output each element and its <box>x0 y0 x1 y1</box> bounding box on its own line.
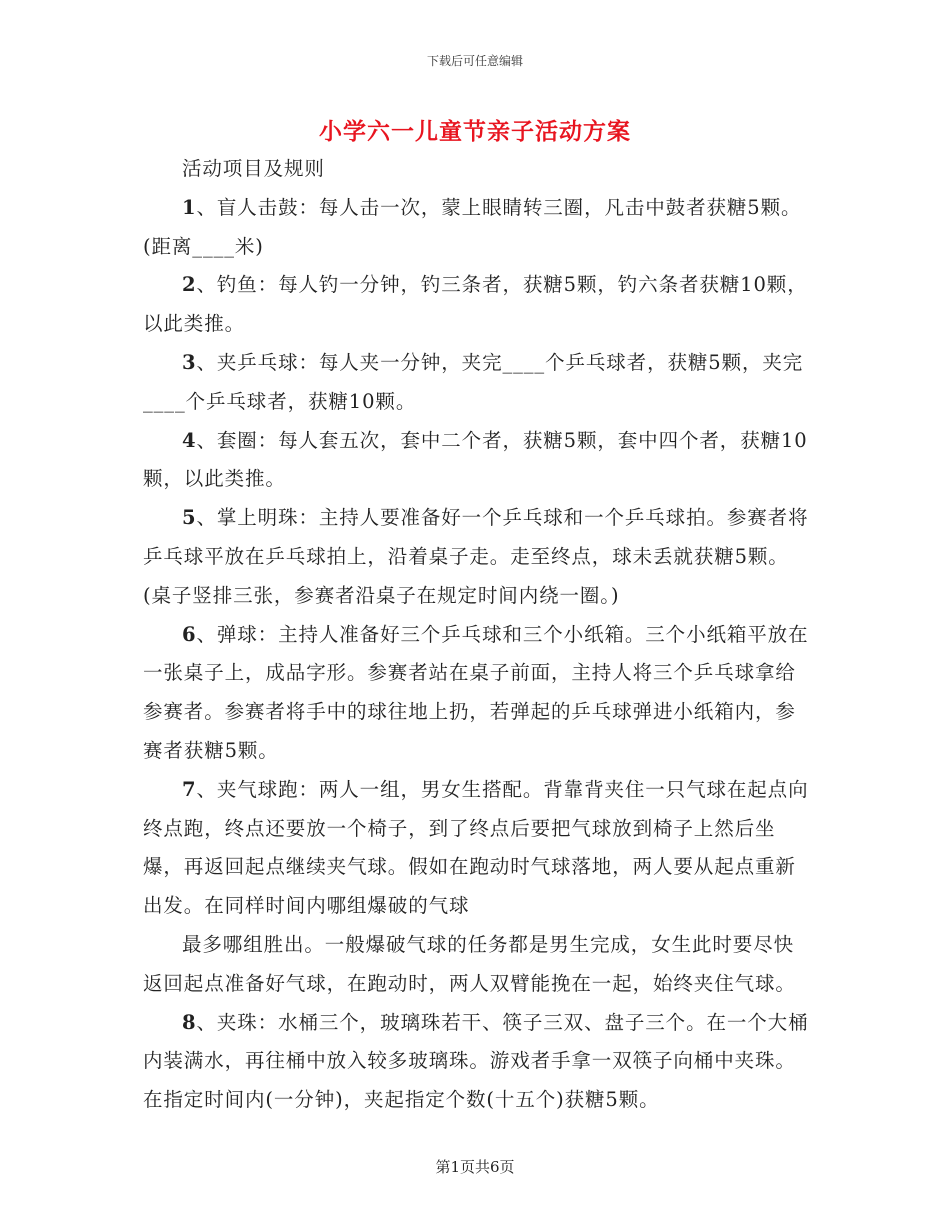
rule-item-2 <box>143 266 813 344</box>
rule-number: 5 <box>182 506 197 530</box>
rule-text: 、夹珠：水桶三个，玻璃珠若干、筷子三双、盘子三个。在一个大桶内装满水，再往桶中放入较多玻璃珠。游戏者手拿一双筷子向桶中夹珠。在指定时间内(一分钟)，夹起指定个数(十五个)获糖5颗。 <box>143 1010 809 1112</box>
rule-item-3 <box>143 344 813 422</box>
section-heading: 活动项目及规则 <box>182 157 325 180</box>
rule-number: 3 <box>182 350 197 374</box>
rule-number: 1 <box>182 195 197 219</box>
rule-item-1 <box>143 189 813 267</box>
rule-text: 、夹气球跑：两人一组，男女生搭配。背靠背夹住一只气球在起点向终点跑，终点还要放一个椅子，到了终点后要把气球放到椅子上然后坐爆，再返回起点继续夹气球。假如在跑动时气球落地，两人要从起点重新出发。在同样时间内哪组爆破的气球 <box>143 777 809 918</box>
document-body <box>143 150 813 1120</box>
rule-item-6 <box>143 616 813 771</box>
rule-number: 7 <box>182 777 197 801</box>
header-note: 下载后可任意编辑 <box>426 54 523 68</box>
rule-number: 8 <box>182 1010 197 1034</box>
rule-text: 、掌上明珠：主持人要准备好一个乒乓球和一个乒乓球拍。参赛者将乒乓球平放在乒乓球拍上，沿着桌子走。走至终点，球未丢就获糖5颗。(桌子竖排三张，参赛者沿桌子在规定时间内绕一圈。) <box>143 506 809 607</box>
rule-item-4 <box>143 422 813 500</box>
rule-text: 、夹乒乓球：每人夹一分钟，夹完____个乒乓球者，获糖5颗，夹完____个乒乓球者，获糖10颗。 <box>143 350 804 413</box>
rule-number: 6 <box>182 622 197 646</box>
rule-number: 4 <box>182 428 197 452</box>
rule-text: 、套圈：每人套五次，套中二个者，获糖5颗，套中四个者，获糖10颗，以此类推。 <box>143 428 808 491</box>
rule-text: 、钓鱼：每人钓一分钟，钓三条者，获糖5颗，钓六条者获糖10颗，以此类推。 <box>143 273 808 336</box>
rule-item-5 <box>143 499 813 615</box>
rule-item-7 <box>143 771 813 926</box>
page-number: 第1页共6页 <box>435 1158 515 1176</box>
rule-item-7-continuation: 最多哪组胜出。一般爆破气球的任务都是男生完成，女生此时要尽快返回起点准备好气球，在跑动时，两人双臂能挽在一起，始终夹住气球。 <box>143 932 796 995</box>
rule-item-8 <box>143 1004 813 1120</box>
rule-number: 2 <box>182 273 197 297</box>
rule-text: 、盲人击鼓：每人击一次，蒙上眼睛转三圈，凡击中鼓者获糖5颗。(距离____米) <box>143 195 802 258</box>
rule-text: 、弹球：主持人准备好三个乒乓球和三个小纸箱。三个小纸箱平放在一张桌子上，成品字形。参赛者站在桌子前面，主持人将三个乒乓球拿给参赛者。参赛者将手中的球往地上扔，若弹起的乒乓球弹进小纸箱内，参赛者获糖5颗。 <box>143 622 809 762</box>
document-title: 小学六一儿童节亲子活动方案 <box>319 118 631 145</box>
